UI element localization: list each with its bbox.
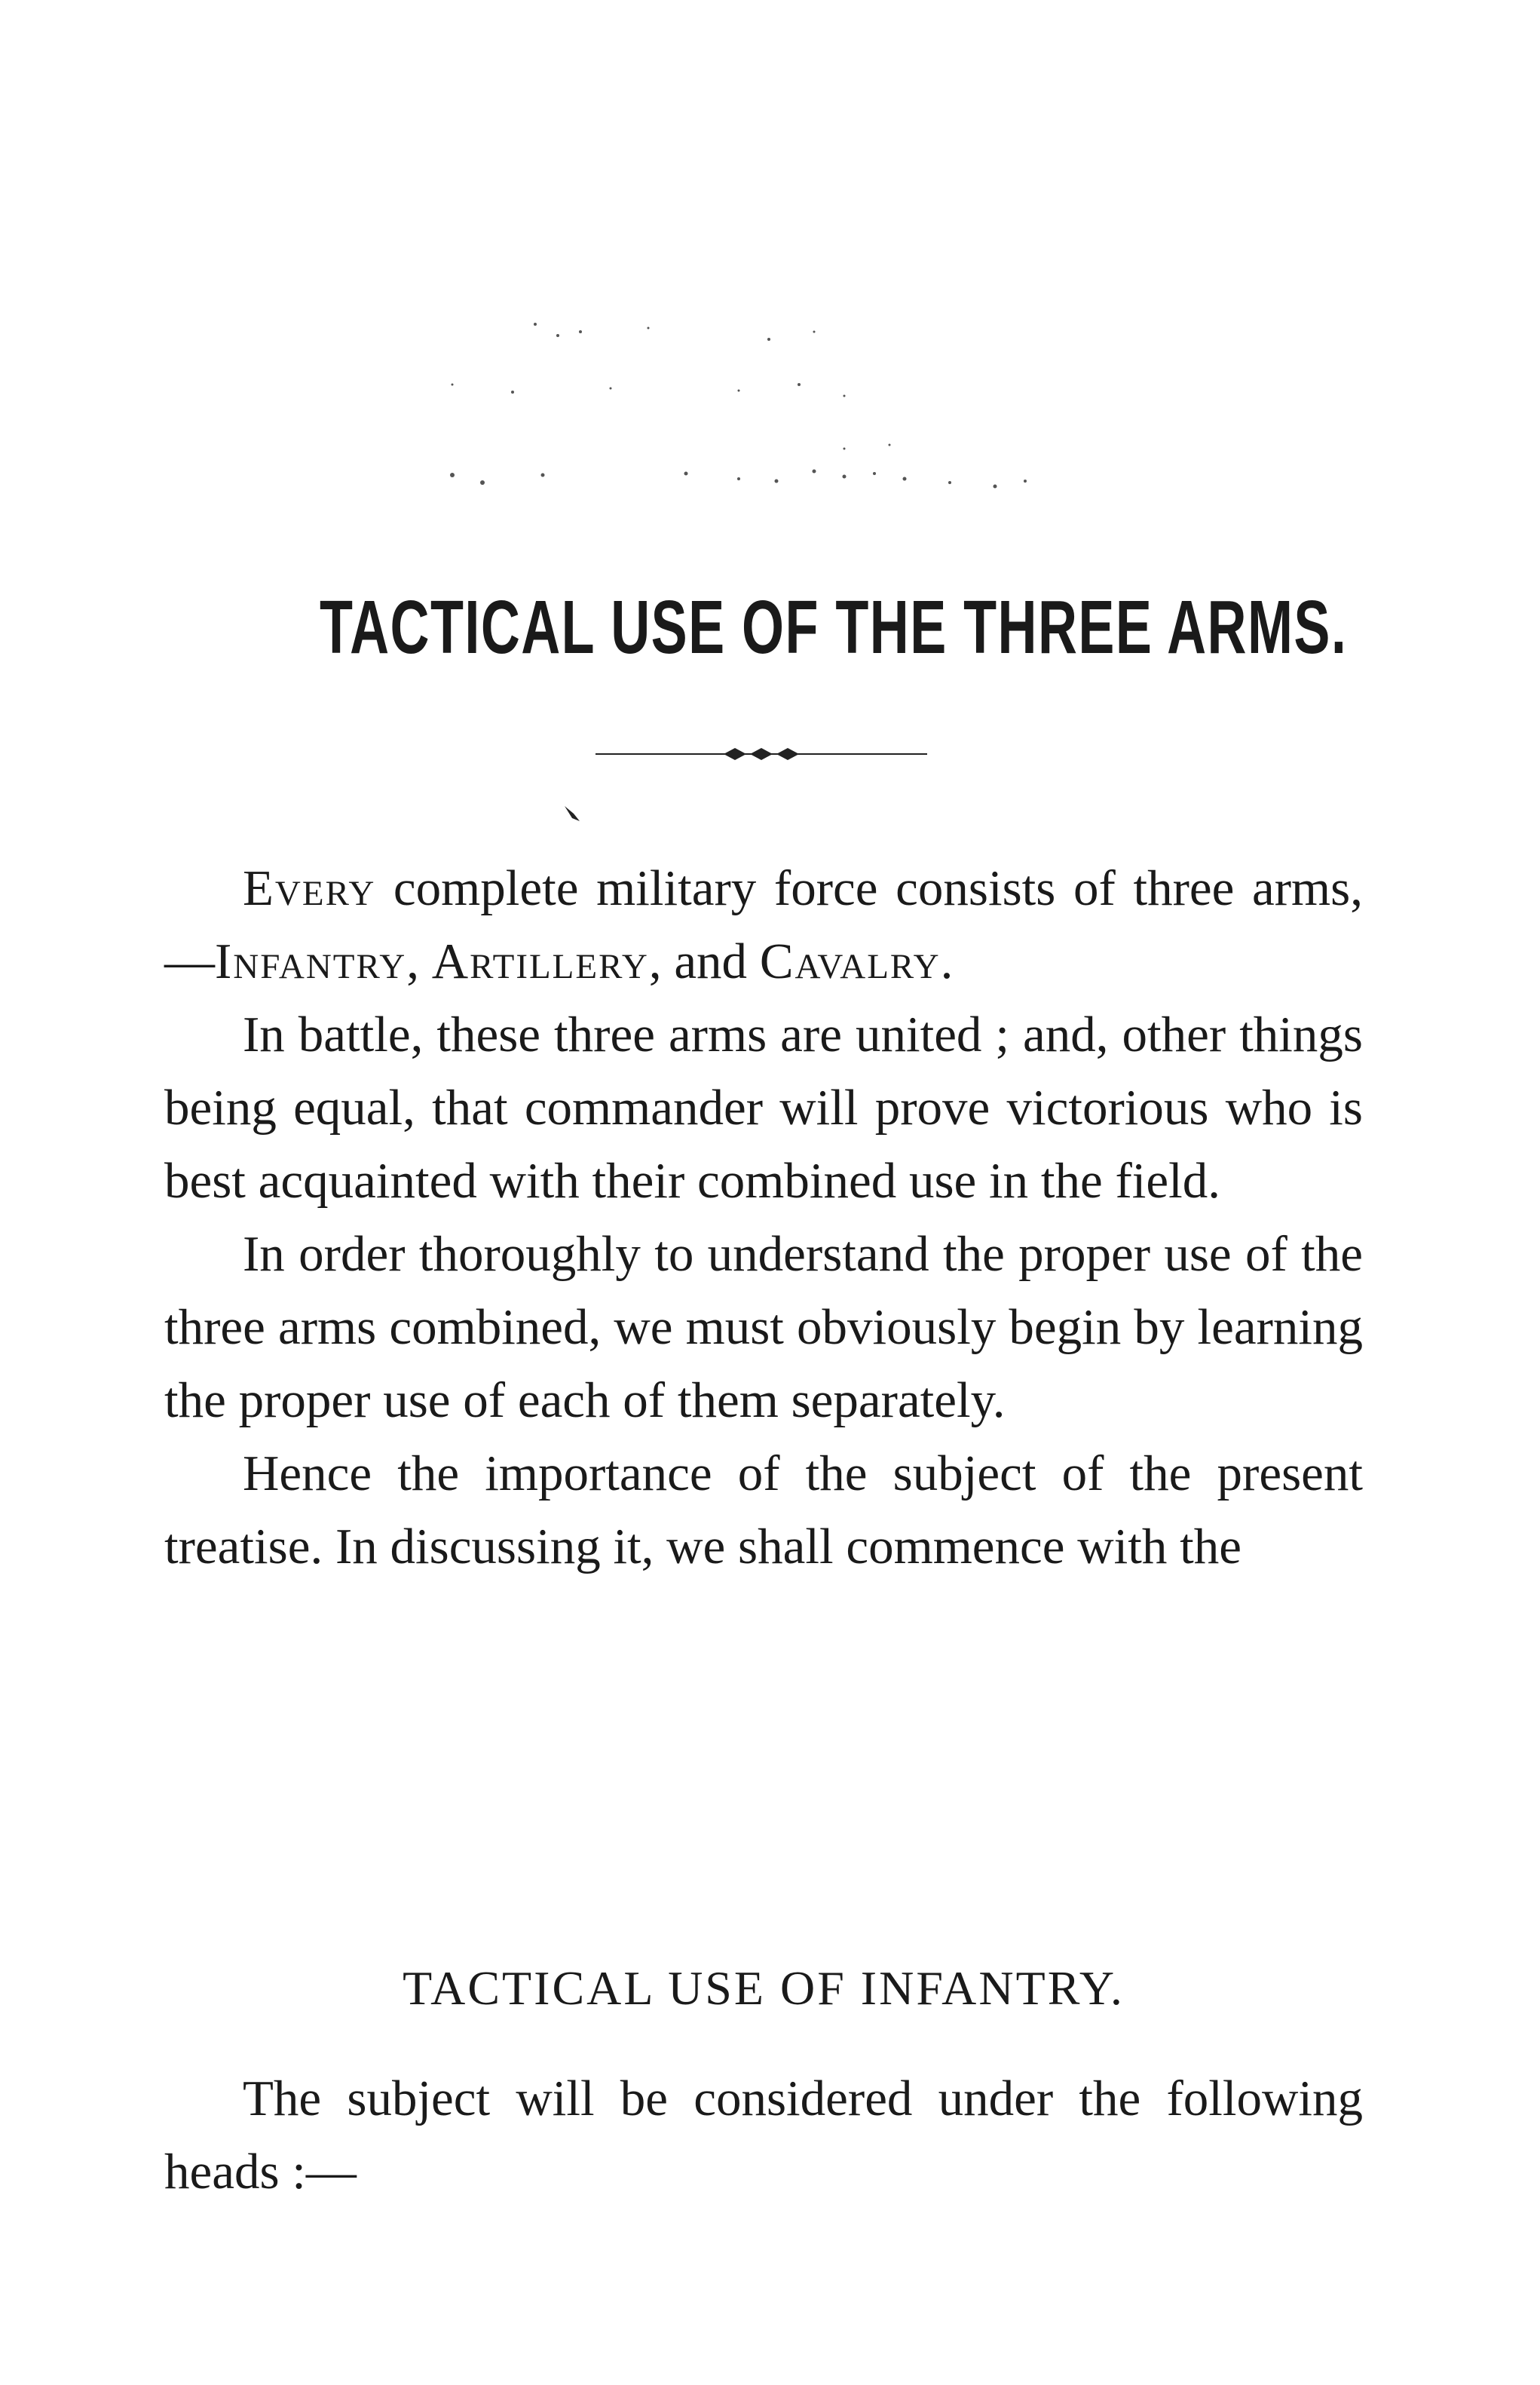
section-title: TACTICAL USE OF INFANTRY. (403, 1961, 1125, 2015)
term-infantry: Infantry (215, 933, 407, 989)
paragraph-3: In order thoroughly to understand the proper use of the three arms combined, we must obviously begin by learning the proper use of each of them separately. (164, 1226, 1363, 1428)
closing-text (164, 2062, 1363, 2209)
term-cavalry: Cavalry (759, 933, 941, 989)
bleed-through-specks (422, 302, 1101, 528)
paragraph-4: Hence the importance of the subject of the present treatise. In discussing it, we shall commence with the (164, 1445, 1363, 1574)
chapter-title: TACTICAL USE OF THE THREE ARMS. (320, 585, 1348, 670)
paragraph-5: The subject will be considered under the following heads :— (164, 2071, 1363, 2200)
ink-mark (562, 803, 584, 826)
term-artillery: Artillery (431, 933, 649, 989)
title-ornament-rule (595, 743, 927, 765)
paragraph-2: In battle, these three arms are united ; and, other things being equal, that commander will prove victorious who is best acquainted with their combined use in the field. (164, 1007, 1363, 1209)
body-text (164, 852, 1363, 1583)
lead-word: Every (243, 860, 376, 916)
paragraph-1: Every complete military force consists of three arms,—Infantry, Artillery, and Cavalry. (164, 860, 1363, 989)
